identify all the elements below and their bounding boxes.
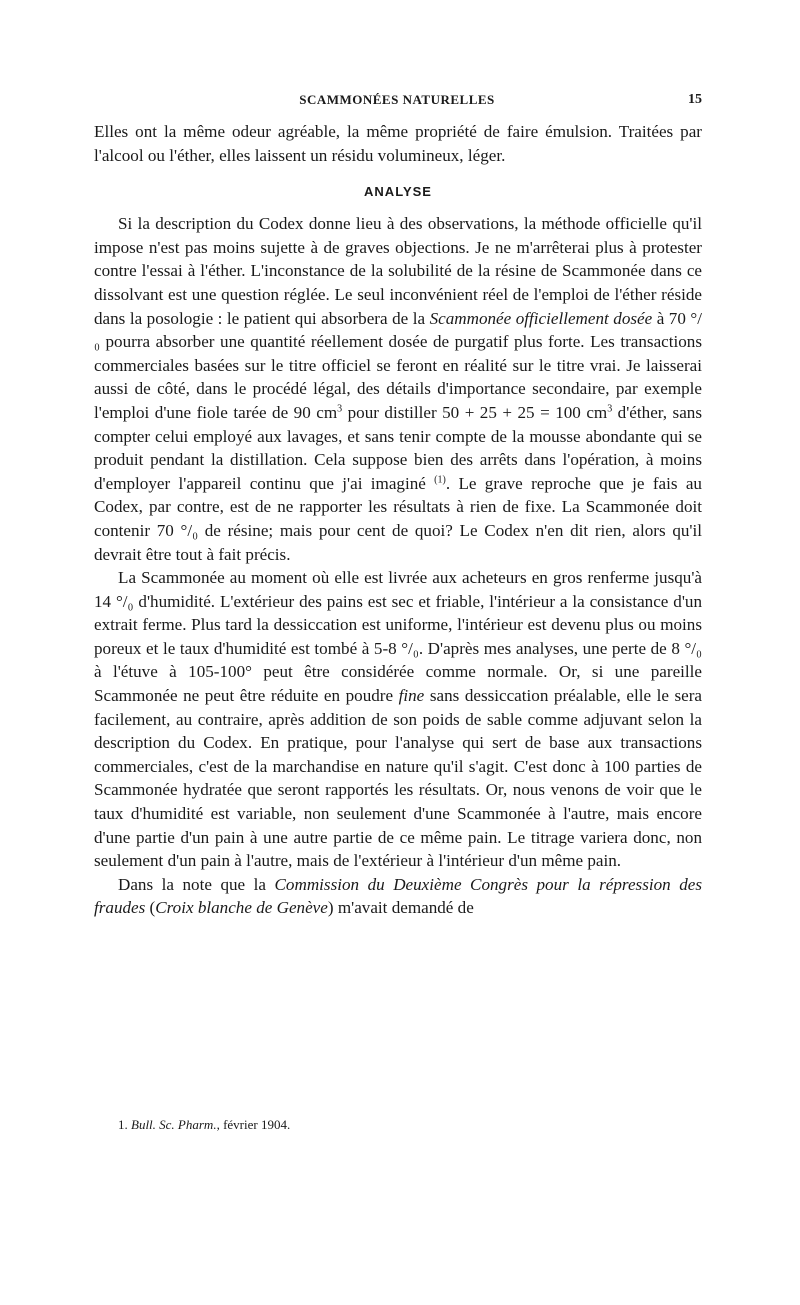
italic-run: fine	[398, 686, 425, 706]
superscript: 3	[337, 403, 343, 415]
text-run: d'éther, sans compter celui employé aux lavages, et sans tenir compte de la mousse abondante qui se produit pendant la distillation. Cela suppose bien des arrêts dans l'opération, à moins d'employer l'appareil continu que j'ai imaginé	[94, 402, 702, 493]
text-run: Si la description du Codex donne lieu à des observations, la méthode officielle qu'il impose n'est pas moins sujette à de graves objections. Je ne m'arrêterai plus à protester contre l'essai à l'éther. L'inconstance de la solubilité de la résine de Scammonée dans ce dissolvant est une question réglée. Le seul inconvénient réel de l'emploi de l'éther réside dans la posologie : le patient qui absorbera de la	[94, 214, 702, 328]
paragraph-humidity	[94, 566, 702, 873]
italic-run: Croix blanche de Genève	[155, 898, 328, 918]
footnote-number: 1.	[118, 1117, 128, 1132]
paragraph-commission-note	[94, 873, 702, 920]
text-run: La Scammonée au moment où elle est livrée aux acheteurs en gros renferme jusqu'à 14 °/₀ d'humidité. L'extérieur des pains est sec et friable, l'intérieur a la consistance d'un extrait ferme. Plus tard la dessiccation est uniforme, l'intérieur est devenu plus ou moins poreux et le taux d'humidité est tombé à 5-8 °/₀. D'après mes analyses, une perte de 8 °/₀ à l'étuve à 105-100° peut être considérée comme normale. Or, si une pareille Scammonée ne peut être réduite en poudre	[94, 568, 702, 706]
footnote	[118, 1116, 290, 1134]
body-text	[94, 120, 702, 920]
paragraph-method-critique	[94, 212, 702, 566]
running-title: SCAMMONÉES NATURELLES	[299, 92, 495, 107]
footnote-journal: Bull. Sc. Pharm.	[131, 1117, 217, 1132]
text-run: sans dessiccation préalable, elle le sera facilement, au contraire, après addition de son poids de sable comme adjuvant selon la description du Codex. En pratique, pour l'analyse qui sert de base aux transactions commerciales, c'est de la marchandise en nature qu'il s'agit. C'est donc à 100 parties de Scammonée hydratée que seront rapportés les résultats. Or, nous venons de voir que le taux d'humidité est variable, non seulement d'une Scammonée à l'autre, mais encore d'une partie d'un pain à une autre partie de ce même pain. Le titrage variera donc, non seulement d'un pain à l'autre, mais de l'extérieur à l'intérieur d'un même pain.	[94, 686, 702, 871]
paragraph-intro: Elles ont la même odeur agréable, la même propriété de faire émulsion. Traitées par l'alcool ou l'éther, elles laissent un résidu volumineux, léger.	[94, 122, 702, 165]
superscript: 3	[607, 403, 613, 415]
section-heading-analyse: ANALYSE	[364, 184, 432, 200]
running-header	[92, 92, 702, 112]
text-run: . Le grave reproche que je fais au Codex, par contre, est de ne rapporter les résultats à rien de fixe. La Scammonée doit contenir 70 °/₀ de résine; mais pour cent de quoi? Le Codex n'en dit rien, alors qu'il devrait être tout à fait précis.	[94, 473, 702, 564]
text-run: pour distiller 50 + 25 + 25 = 100 cm	[342, 402, 608, 422]
italic-run: Scammonée officiellement dosée	[429, 308, 653, 328]
italic-run: Commission du Deuxième Congrès pour la répression des fraudes	[94, 874, 702, 918]
text-run: à 70 °/₀ pourra absorber une quantité réellement dosée de purgatif plus forte. Les transactions commerciales basées sur le titre officiel se feront en réalité sur le titre vrai. Je laisserai aussi de côté, dans le procédé légal, des détails d'importance secondaire, par exemple l'emploi d'une fiole tarée de 90 cm	[94, 308, 702, 422]
footnote-date: , février 1904.	[216, 1117, 291, 1132]
text-run: Dans la note que la	[118, 874, 275, 894]
page-number: 15	[688, 92, 702, 107]
text-run: ) m'avait demandé de	[327, 898, 474, 918]
text-run: (	[145, 898, 156, 918]
footnote-reference: (1)	[434, 474, 446, 486]
